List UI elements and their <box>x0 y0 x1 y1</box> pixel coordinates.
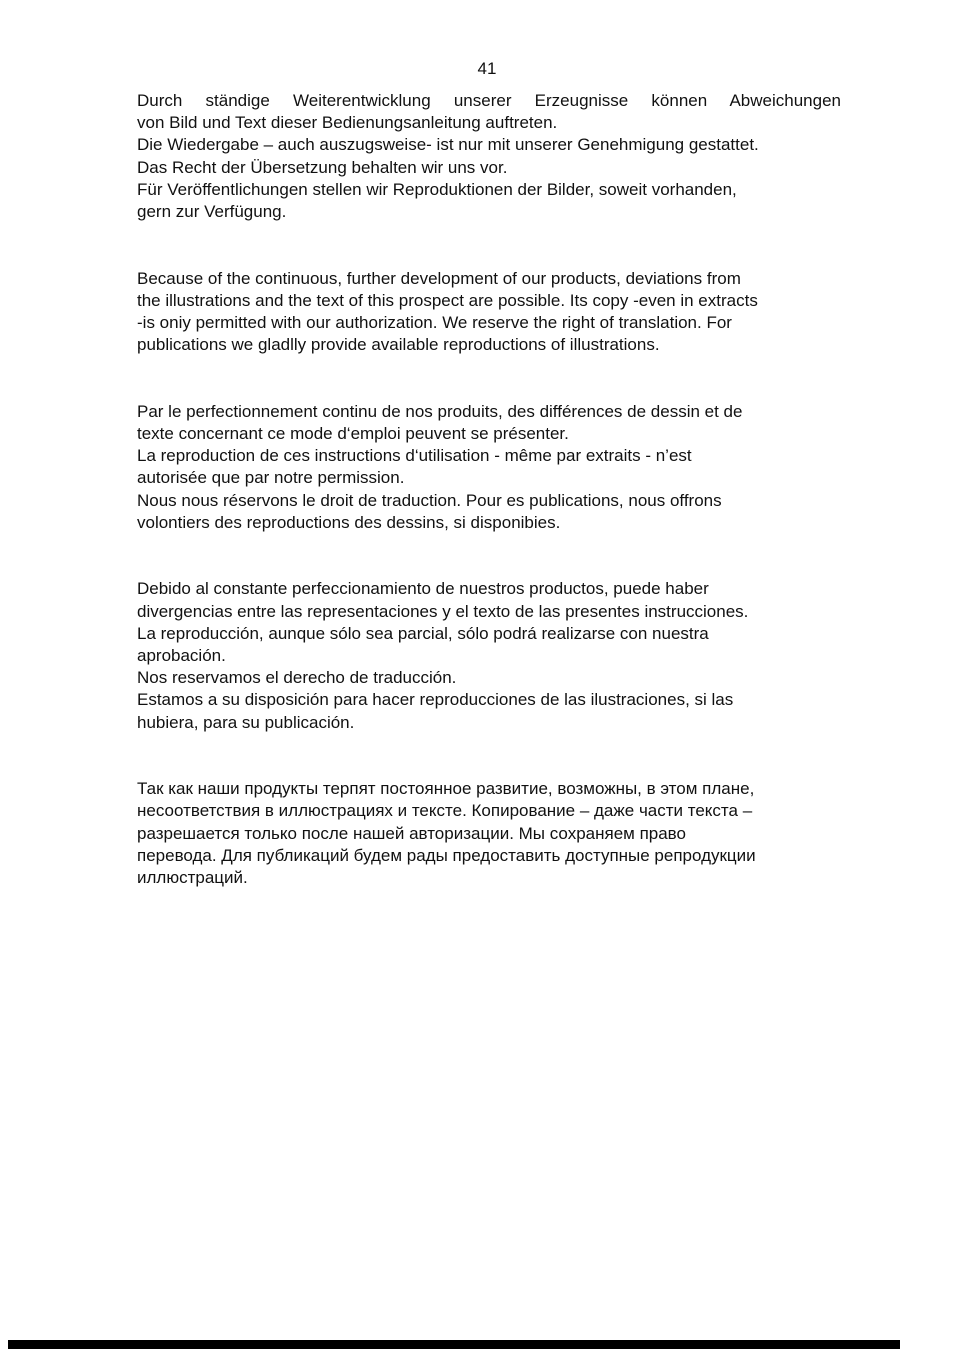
text-line: aprobación. <box>137 646 226 666</box>
text-line: Debido al constante perfeccionamiento de nuestros productos, puede haber <box>137 579 709 599</box>
text-line: Nos reservamos el derecho de traducción. <box>137 668 457 688</box>
text-line: Because of the continuous, further development of our products, deviations from <box>137 268 741 288</box>
text-line: несоответствия в иллюстрациях и тексте. Копирование – даже части текста – <box>137 801 753 821</box>
text-line: volontiers des reproductions des dessins, si disponibies. <box>137 512 561 532</box>
document-body <box>137 90 841 934</box>
text-line: autorisée que par notre permission. <box>137 468 405 488</box>
text-line: gern zur Verfügung. <box>137 202 287 222</box>
text-line: Durch ständige Weiterentwicklung unserer Erzeugnisse können Abweichungen <box>137 91 841 110</box>
paragraph-spanish <box>137 578 841 733</box>
text-line: Nous nous réservons le droit de traduction. Pour es publications, nous offrons <box>137 490 722 510</box>
text-line: von Bild und Text dieser Bedienungsanleitung auftreten. <box>137 113 558 133</box>
paragraph-french <box>137 401 841 534</box>
text-line: Für Veröffentlichungen stellen wir Reproduktionen der Bilder, soweit vorhanden, <box>137 179 737 199</box>
text-line: перевода. Для публикаций будем рады предоставить доступные репродукции <box>137 845 756 865</box>
paragraph-russian <box>137 778 841 889</box>
paragraph-german <box>137 90 841 223</box>
text-line: publications we gladlly provide available reproductions of illustrations. <box>137 335 660 355</box>
text-line: texte concernant ce mode d‘emploi peuvent se présenter. <box>137 424 569 444</box>
footer-bar <box>8 1340 900 1349</box>
text-line: иллюстраций. <box>137 868 248 888</box>
text-line: divergencias entre las representaciones y el texto de las presentes instrucciones. <box>137 601 749 621</box>
text-line: Так как наши продукты терпят постоянное развитие, возможны, в этом плане, <box>137 779 755 799</box>
text-line: Estamos a su disposición para hacer reproducciones de las ilustraciones, si las <box>137 690 734 710</box>
text-line: La reproducción, aunque sólo sea parcial, sólo podrá realizarse con nuestra <box>137 623 709 643</box>
paragraph-english <box>137 268 841 357</box>
text-line: Par le perfectionnement continu de nos produits, des différences de dessin et de <box>137 401 743 421</box>
text-line: Das Recht der Übersetzung behalten wir uns vor. <box>137 157 508 177</box>
text-line: -is oniy permitted with our authorization. We reserve the right of translation. For <box>137 313 732 333</box>
page-number: 41 <box>477 59 497 78</box>
text-line: разрешается только после нашей авторизации. Мы сохраняем право <box>137 823 686 843</box>
text-line: the illustrations and the text of this prospect are possible. Its copy -even in extracts <box>137 290 758 310</box>
text-line: La reproduction de ces instructions d‘utilisation - même par extraits - n’est <box>137 446 692 466</box>
text-line: hubiera, para su publicación. <box>137 712 355 732</box>
text-line: Die Wiedergabe – auch auszugsweise- ist nur mit unserer Genehmigung gestattet. <box>137 135 759 155</box>
